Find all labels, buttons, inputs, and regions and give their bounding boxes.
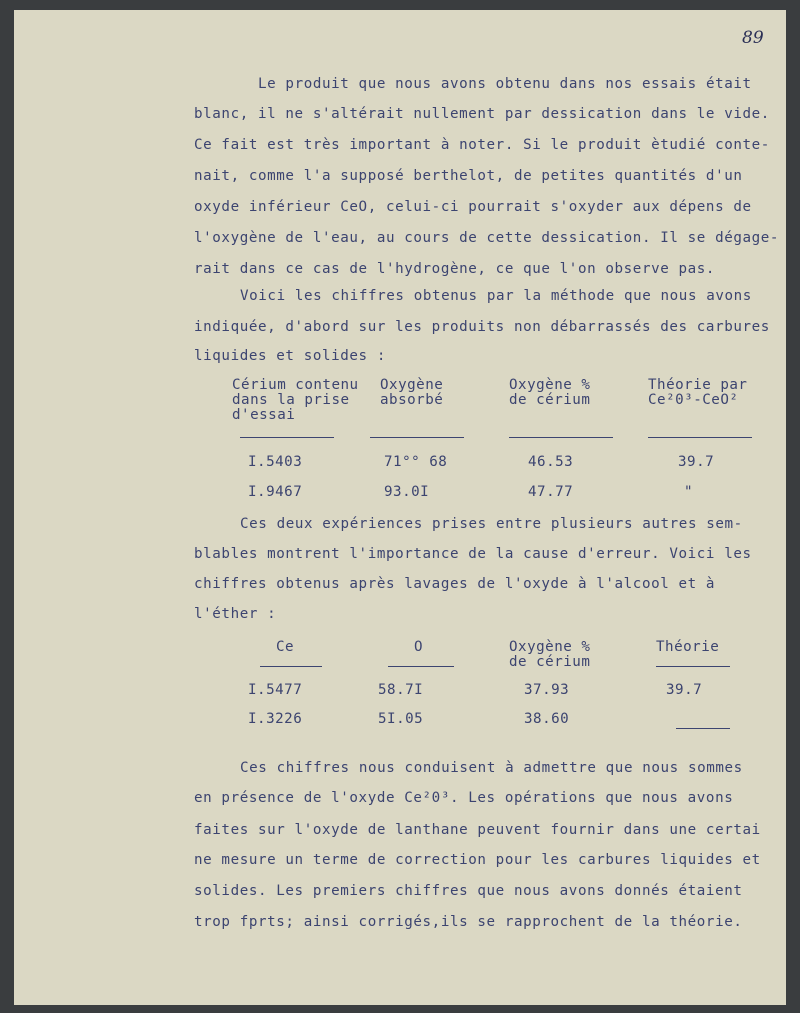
text-line: nait, comme l'a supposé berthelot, de petites quantités d'un xyxy=(194,168,743,184)
column-rule xyxy=(240,437,334,438)
text-line: blanc, il ne s'altérait nullement par dessication dans le vide. xyxy=(194,106,770,122)
table-cell: 47.77 xyxy=(528,484,574,500)
table-header: Théorie par Ce²0³-CeO² xyxy=(648,377,748,408)
text-line: oxyde inférieur CeO, celui-ci pourrait s'oxyder aux dépens de xyxy=(194,199,752,215)
text-line: Voici les chiffres obtenus par la méthode que nous avons xyxy=(240,288,752,304)
table-header: Oxygène % de cérium xyxy=(509,377,591,408)
table-header: Oxygène absorbé xyxy=(380,377,444,408)
text-line: solides. Les premiers chiffres que nous avons donnés étaient xyxy=(194,883,743,899)
table-cell: 37.93 xyxy=(524,682,570,698)
table-cell: I.5477 xyxy=(248,682,303,698)
text-line: indiquée, d'abord sur les produits non débarrassés des carbures xyxy=(194,319,770,335)
text-line: l'éther : xyxy=(194,606,277,622)
text-line: Ces deux expériences prises entre plusieurs autres sem- xyxy=(240,516,743,532)
table-header: Cérium contenu dans la prise d'essai xyxy=(232,377,359,423)
text-line: ne mesure un terme de correction pour les carbures liquides et xyxy=(194,852,761,868)
table-cell: 39.7 xyxy=(666,682,703,698)
text-line: faites sur l'oxyde de lanthane peuvent fournir dans une certai xyxy=(194,822,761,838)
text-line: blables montrent l'importance de la cause d'erreur. Voici les xyxy=(194,546,752,562)
table-cell: 71°° 68 xyxy=(384,454,448,470)
text-line: l'oxygène de l'eau, au cours de cette dessication. Il se dégage- xyxy=(194,230,780,246)
table-header: Théorie xyxy=(656,639,720,655)
column-rule xyxy=(676,728,730,729)
table-header: O xyxy=(414,639,424,655)
text-line: Ce fait est très important à noter. Si le produit ètudié conte- xyxy=(194,137,770,153)
table-cell: 38.60 xyxy=(524,711,570,727)
table-header: Ce xyxy=(276,639,295,655)
table-cell: I.5403 xyxy=(248,454,303,470)
column-rule xyxy=(388,666,454,667)
page-number: 89 xyxy=(742,28,764,48)
table-cell: I.3226 xyxy=(248,711,303,727)
text-line: Le produit que nous avons obtenu dans nos essais était xyxy=(258,76,752,92)
column-rule xyxy=(648,437,752,438)
text-line: chiffres obtenus après lavages de l'oxyde à l'alcool et à xyxy=(194,576,716,592)
column-rule xyxy=(509,437,613,438)
table-cell: 39.7 xyxy=(678,454,715,470)
table-cell: 93.0I xyxy=(384,484,430,500)
table-cell: I.9467 xyxy=(248,484,303,500)
text-line: en présence de l'oxyde Ce²0³. Les opérations que nous avons xyxy=(194,790,734,806)
table-cell: 58.7I xyxy=(378,682,424,698)
table-header: Oxygène % de cérium xyxy=(509,639,591,670)
text-line: rait dans ce cas de l'hydrogène, ce que l'on observe pas. xyxy=(194,261,716,277)
text-line: liquides et solides : xyxy=(194,348,386,364)
text-line: trop fprts; ainsi corrigés,ils se rapprochent de la théorie. xyxy=(194,914,743,930)
column-rule xyxy=(370,437,464,438)
column-rule xyxy=(656,666,730,667)
table-cell: " xyxy=(684,484,694,500)
column-rule xyxy=(260,666,322,667)
text-line: Ces chiffres nous conduisent à admettre que nous sommes xyxy=(240,760,743,776)
document-page xyxy=(14,10,786,1005)
table-cell: 5I.05 xyxy=(378,711,424,727)
table-cell: 46.53 xyxy=(528,454,574,470)
